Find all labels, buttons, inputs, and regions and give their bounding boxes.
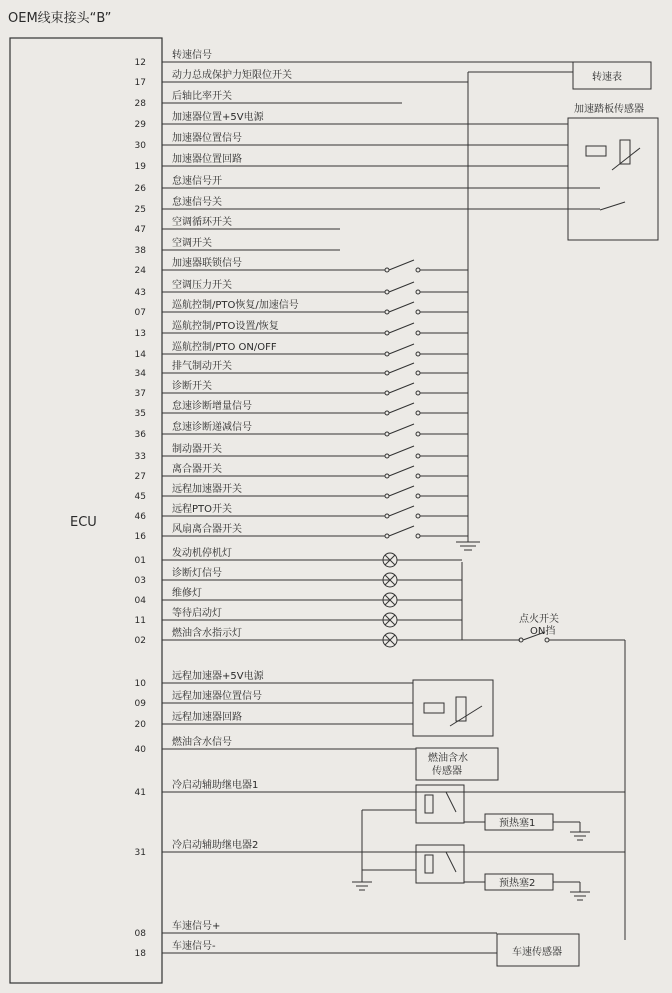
signal-label: 离合器开关 bbox=[172, 464, 222, 475]
switch-contact bbox=[385, 310, 389, 314]
ecu-label: ECU bbox=[70, 515, 97, 530]
water-in-fuel-label-2: 传感器 bbox=[432, 766, 462, 777]
pin-number: 31 bbox=[134, 848, 146, 858]
pin-number: 17 bbox=[134, 78, 146, 88]
switch-contact bbox=[416, 474, 420, 478]
signal-label: 冷启动辅助继电器2 bbox=[172, 840, 259, 851]
switch-contact bbox=[385, 454, 389, 458]
pin-number: 25 bbox=[134, 205, 146, 215]
glow-plug-2-label: 预热塞2 bbox=[499, 878, 536, 889]
signal-label: 车速信号+ bbox=[172, 921, 221, 932]
signal-label: 转速信号 bbox=[172, 50, 212, 61]
signal-label: 加速器位置信号 bbox=[172, 133, 242, 144]
switch-contact bbox=[385, 474, 389, 478]
switch-contact bbox=[416, 411, 420, 415]
signal-label: 后轴比率开关 bbox=[172, 91, 232, 102]
pin-number: 47 bbox=[134, 225, 146, 235]
signal-label: 风扇离合器开关 bbox=[172, 524, 242, 535]
signal-label: 加速器位置+5V电源 bbox=[172, 112, 264, 123]
switch-contact bbox=[416, 432, 420, 436]
ignition-contact-2 bbox=[545, 638, 549, 642]
ignition-position-label: ON挡 bbox=[530, 626, 556, 637]
switch-blade bbox=[389, 383, 414, 393]
signal-label: 怠速信号开 bbox=[172, 176, 222, 187]
pin-number: 45 bbox=[134, 492, 146, 502]
remote-accel-box bbox=[413, 680, 493, 736]
signal-label: 燃油含水指示灯 bbox=[172, 628, 242, 639]
pin-number: 12 bbox=[134, 58, 146, 68]
pin-number: 02 bbox=[134, 636, 146, 646]
switch-contact bbox=[416, 352, 420, 356]
signal-label: 维修灯 bbox=[172, 588, 202, 599]
pin-number: 36 bbox=[134, 430, 146, 440]
relay-2-box bbox=[416, 845, 464, 883]
pin-number: 46 bbox=[134, 512, 146, 522]
signal-label: 冷启动辅助继电器1 bbox=[172, 780, 259, 791]
signal-label: 诊断灯信号 bbox=[172, 568, 222, 579]
pin-number: 14 bbox=[134, 350, 146, 360]
switch-blade bbox=[389, 526, 414, 536]
switch-contact bbox=[416, 290, 420, 294]
pin-number: 20 bbox=[134, 720, 146, 730]
remote-accel-resistor bbox=[424, 703, 444, 713]
switch-blade bbox=[389, 486, 414, 496]
pin-number: 40 bbox=[134, 745, 146, 755]
switch-blade bbox=[389, 506, 414, 516]
pin-number: 13 bbox=[134, 329, 146, 339]
switch-blade bbox=[389, 302, 414, 312]
signal-label: 巡航控制/PTO恢复/加速信号 bbox=[172, 300, 299, 311]
switch-contact bbox=[385, 268, 389, 272]
pin-number: 16 bbox=[134, 532, 146, 542]
pin-number: 08 bbox=[134, 929, 146, 939]
switch-contact bbox=[416, 454, 420, 458]
pin-number: 27 bbox=[134, 472, 146, 482]
pin-number: 24 bbox=[134, 266, 146, 276]
switch-contact bbox=[385, 391, 389, 395]
signal-label: 发动机停机灯 bbox=[172, 548, 232, 559]
switch-contact bbox=[416, 391, 420, 395]
signal-label: 远程加速器+5V电源 bbox=[172, 671, 264, 682]
connection-rows bbox=[135, 48, 625, 959]
switch-contact bbox=[416, 268, 420, 272]
switch-contact bbox=[416, 534, 420, 538]
signal-label: 空调循环开关 bbox=[172, 217, 232, 228]
switch-blade bbox=[389, 363, 414, 373]
switch-contact bbox=[385, 331, 389, 335]
switch-contact bbox=[385, 290, 389, 294]
signal-label: 制动器开关 bbox=[172, 444, 222, 455]
pin-number: 30 bbox=[134, 141, 146, 151]
signal-label: 远程加速器开关 bbox=[172, 484, 242, 495]
diagram-title: OEM线束接头“B” bbox=[8, 11, 112, 26]
pin-number: 41 bbox=[134, 788, 146, 798]
ground-symbol-2 bbox=[570, 822, 590, 840]
signal-label: 动力总成保护力矩限位开关 bbox=[172, 70, 292, 81]
switch-blade bbox=[389, 446, 414, 456]
switch-blade bbox=[389, 424, 414, 434]
signal-label: 燃油含水信号 bbox=[172, 737, 232, 748]
pin-number: 28 bbox=[134, 99, 146, 109]
pin-number: 10 bbox=[134, 679, 146, 689]
signal-label: 怠速诊断递减信号 bbox=[172, 422, 252, 433]
pin-number: 01 bbox=[134, 556, 146, 566]
switch-contact bbox=[385, 494, 389, 498]
vehicle-speed-sensor-label: 车速传感器 bbox=[512, 947, 562, 958]
pin-number: 43 bbox=[134, 288, 146, 298]
switch-contact bbox=[416, 310, 420, 314]
switch-blade bbox=[389, 466, 414, 476]
switch-blade bbox=[389, 282, 414, 292]
signal-label: 远程加速器位置信号 bbox=[172, 691, 262, 702]
pin-number: 07 bbox=[134, 308, 146, 318]
switch-contact bbox=[385, 534, 389, 538]
water-in-fuel-label-1: 燃油含水 bbox=[428, 753, 468, 764]
ground-symbol-4 bbox=[352, 882, 372, 890]
relay-1-box bbox=[416, 785, 464, 823]
pin-number: 38 bbox=[134, 246, 146, 256]
signal-label: 等待启动灯 bbox=[172, 608, 222, 619]
pin-number: 03 bbox=[134, 576, 146, 586]
ecu-box bbox=[10, 38, 162, 983]
pin-number: 19 bbox=[134, 162, 146, 172]
signal-label: 空调压力开关 bbox=[172, 280, 232, 291]
pin-number: 33 bbox=[134, 452, 146, 462]
signal-label: 车速信号- bbox=[172, 941, 216, 952]
pin-number: 35 bbox=[134, 409, 146, 419]
relay-1-coil bbox=[425, 795, 433, 813]
signal-label: 远程加速器回路 bbox=[172, 712, 242, 723]
signal-label: 怠速信号关 bbox=[172, 197, 222, 208]
accel-sensor-resistor bbox=[586, 146, 606, 156]
switch-contact bbox=[385, 411, 389, 415]
pin-number: 18 bbox=[134, 949, 146, 959]
switch-contact bbox=[416, 514, 420, 518]
signal-label: 怠速诊断增量信号 bbox=[172, 401, 252, 412]
switch-contact bbox=[416, 371, 420, 375]
signal-label: 加速器联锁信号 bbox=[172, 258, 242, 269]
accel-pedal-sensor-label: 加速踏板传感器 bbox=[574, 104, 644, 115]
ground-symbol-3 bbox=[570, 882, 590, 900]
ignition-switch-label: 点火开关 bbox=[519, 614, 559, 625]
glow-plug-1-label: 预热塞1 bbox=[499, 818, 536, 829]
pin-number: 26 bbox=[134, 184, 146, 194]
pin-number: 37 bbox=[134, 389, 146, 399]
pin-number: 29 bbox=[134, 120, 146, 130]
signal-label: 巡航控制/PTO ON/OFF bbox=[172, 342, 277, 353]
switch-contact bbox=[416, 331, 420, 335]
switch-contact bbox=[385, 371, 389, 375]
signal-label: 排气制动开关 bbox=[172, 361, 232, 372]
relay-2-coil bbox=[425, 855, 433, 873]
accel-idle-switch bbox=[600, 202, 625, 210]
switch-blade bbox=[389, 403, 414, 413]
pin-number: 04 bbox=[134, 596, 146, 606]
signal-label: 加速器位置回路 bbox=[172, 154, 242, 165]
switch-blade bbox=[389, 323, 414, 333]
pin-number: 09 bbox=[134, 699, 146, 709]
tachometer-label: 转速表 bbox=[592, 72, 622, 83]
switch-blade bbox=[389, 260, 414, 270]
pin-number: 11 bbox=[134, 616, 146, 626]
switch-contact bbox=[416, 494, 420, 498]
signal-label: 巡航控制/PTO设置/恢复 bbox=[172, 321, 279, 332]
signal-label: 远程PTO开关 bbox=[172, 504, 233, 515]
pin-number: 34 bbox=[134, 369, 146, 379]
switch-contact bbox=[385, 432, 389, 436]
switch-contact bbox=[385, 352, 389, 356]
accel-sensor-wiper bbox=[612, 148, 640, 170]
relay-1-contact bbox=[446, 792, 456, 812]
signal-label: 空调开关 bbox=[172, 238, 212, 249]
switch-contact bbox=[385, 514, 389, 518]
accel-pedal-sensor-box bbox=[568, 118, 658, 240]
relay-2-contact bbox=[446, 852, 456, 872]
signal-label: 诊断开关 bbox=[172, 381, 212, 392]
switch-blade bbox=[389, 344, 414, 354]
